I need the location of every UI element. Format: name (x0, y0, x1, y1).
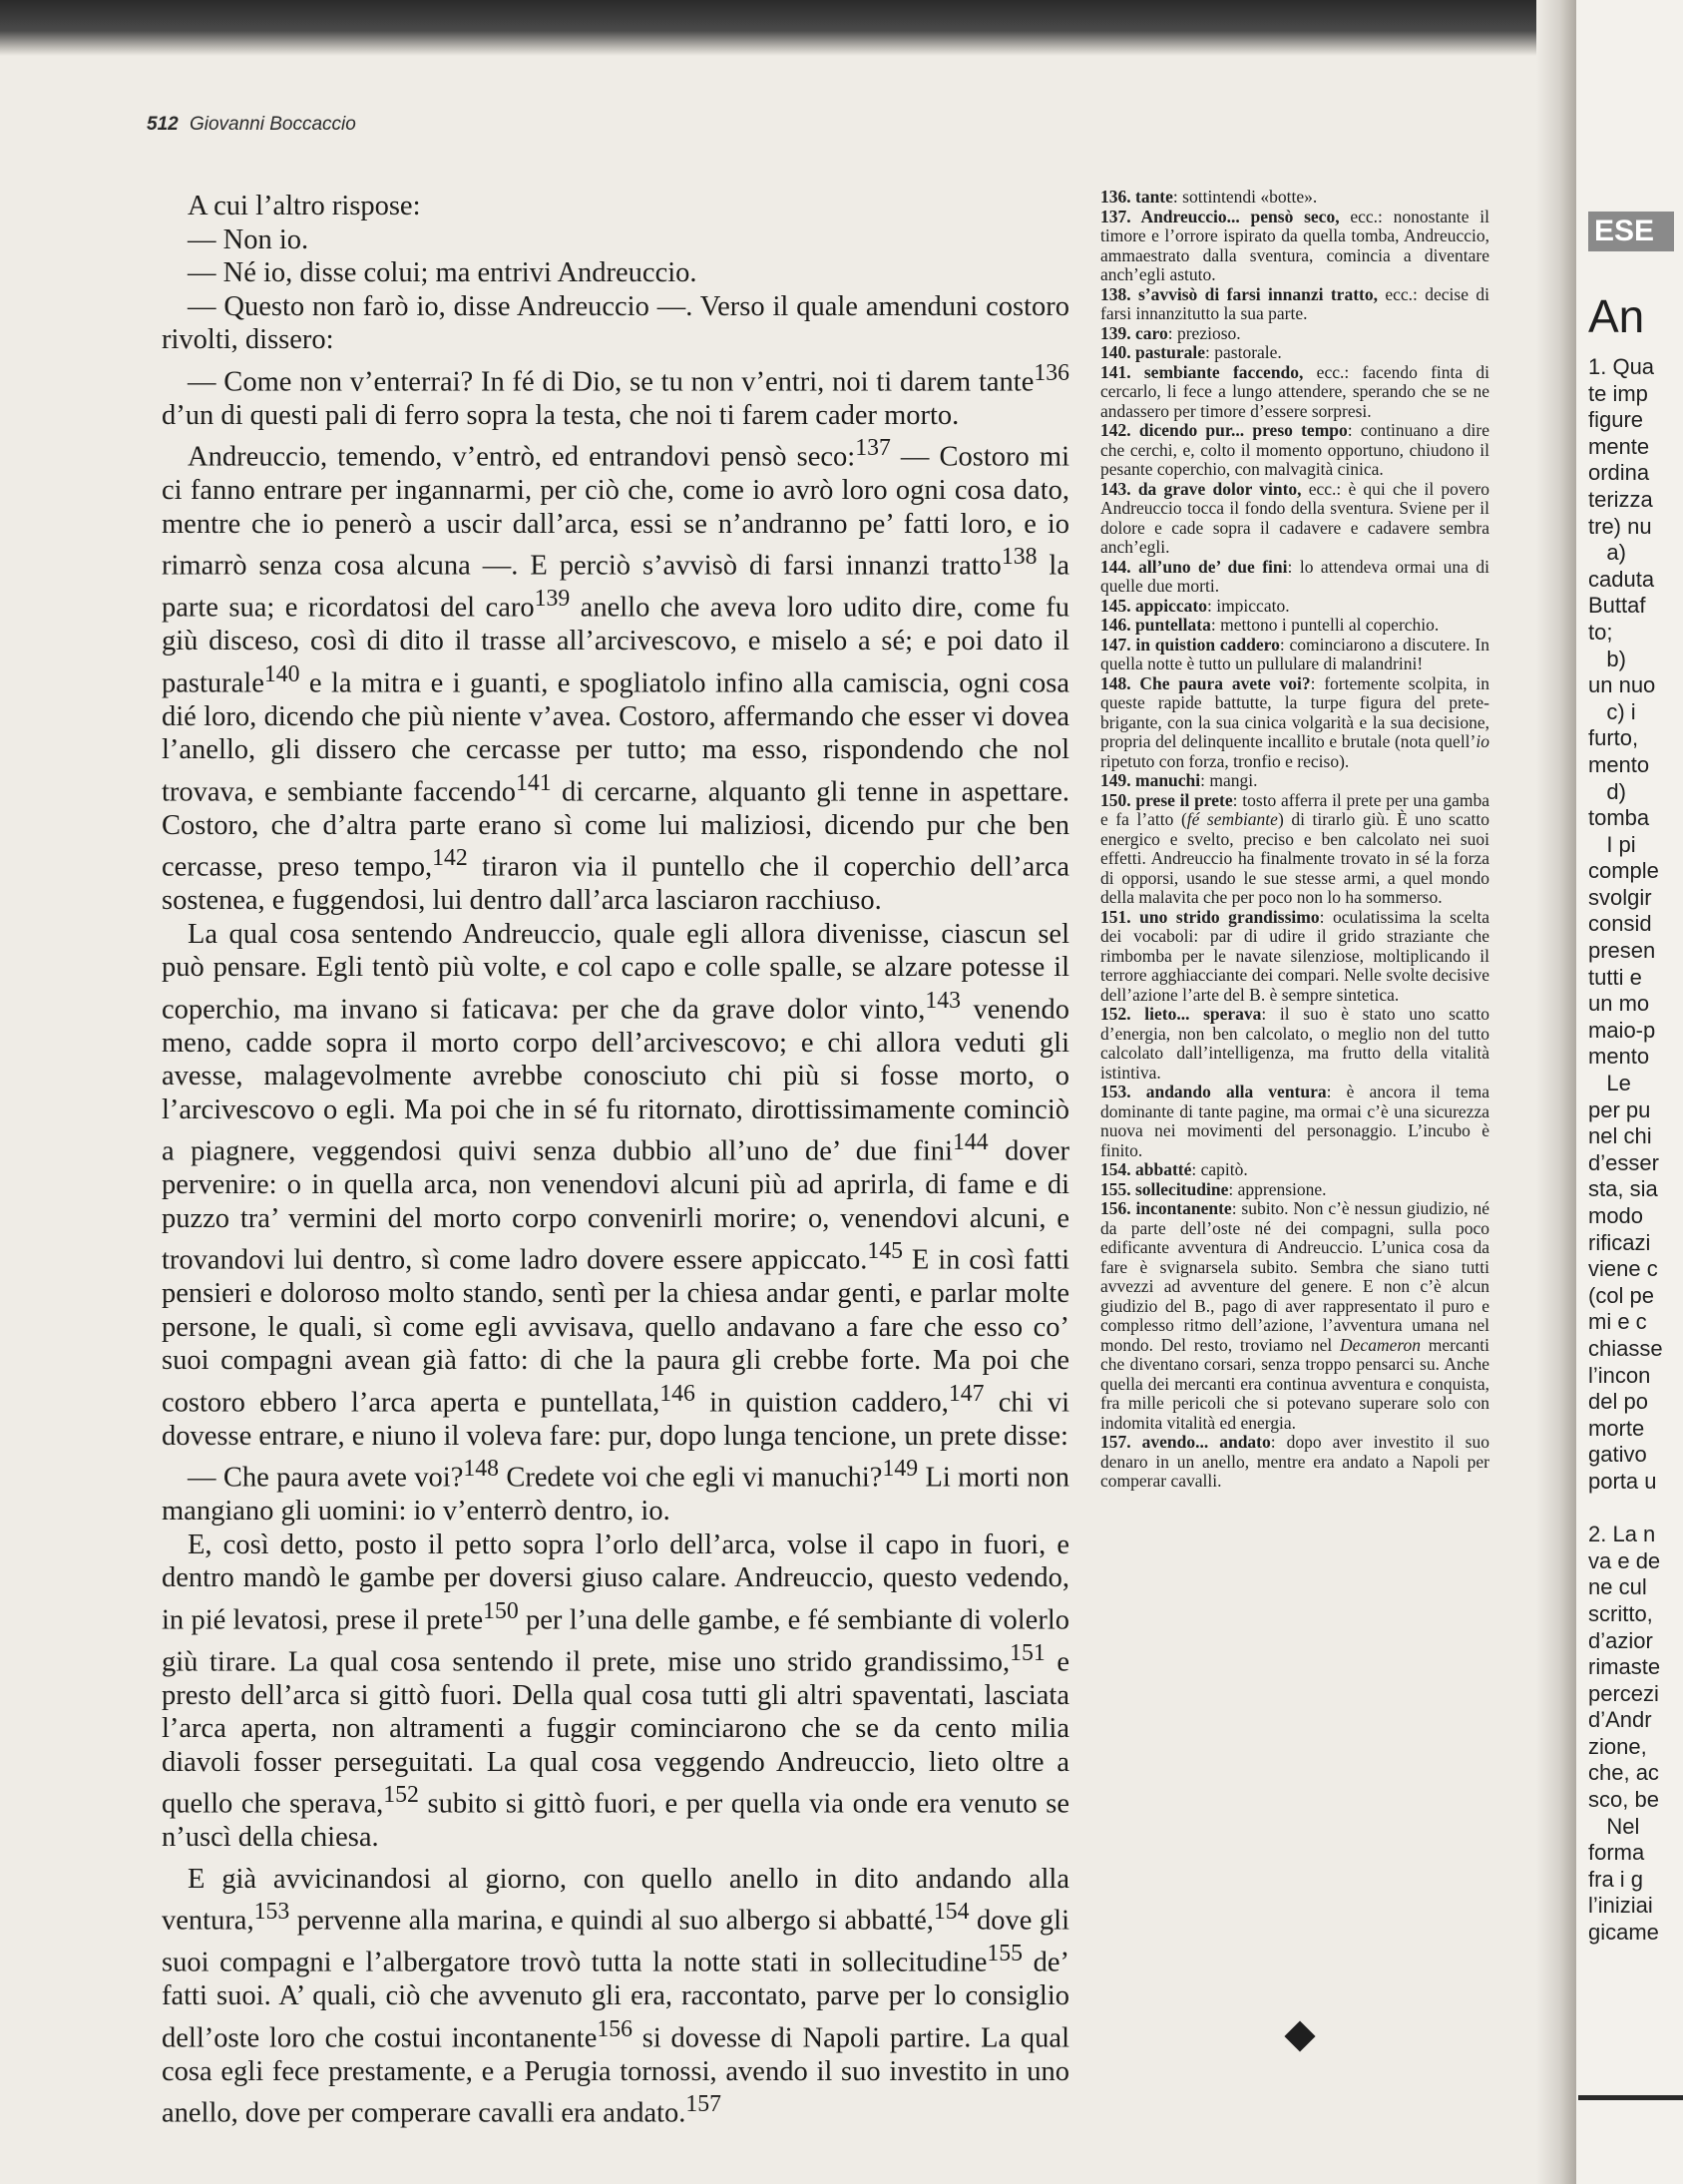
footnote: 150. prese il prete: tosto afferra il prete per una gamba e fa l’atto (fé sembiante) di tirarlo giù. È uno scatto energico e svelto, preciso e ben calcolato nei suoi effetti. Andreuccio ha finalmente trovato in sé la forza di opporsi, usando le sue stesse armi, a quel mondo della malavita che per poco non lo ha sommerso. (1100, 789, 1489, 907)
facing-page-line: tomba (1588, 805, 1650, 831)
footnote-number: 151. (1100, 906, 1140, 927)
footnote-number: 136. (1100, 187, 1135, 207)
footnote-term: s’avvisò di farsi innanzi tratto, (1138, 283, 1378, 304)
footnote-body: ecc.: è qui che il povero Andreuccio tocca il fondo della sventura. Sviene per il dolore e cade sopra il cadavere e cadavere sembra anch’egli. (1100, 478, 1489, 557)
footnote-body: dopo aver investito il suo denaro in un anello, mentre era andato a Napoli per comperar cavalli. (1100, 1432, 1489, 1491)
facing-page-line: (col pe (1588, 1282, 1655, 1308)
facing-page-line: tre) nu (1588, 513, 1652, 539)
facing-page-line: comple (1588, 858, 1659, 884)
footnote: 145. appiccato: impiccato. (1100, 595, 1290, 616)
facing-page-line: forma (1588, 1840, 1645, 1866)
footnote-term: prese il prete (1135, 789, 1233, 810)
footnote: 155. sollecitudine: apprensione. (1100, 1178, 1327, 1199)
facing-page-line: mento (1588, 751, 1650, 777)
footnote-term: incontanente (1135, 1198, 1232, 1218)
main-paragraph: — Né io, disse colui; ma entrivi Andreuccio. (188, 257, 697, 288)
facing-page-line (1588, 1496, 1663, 1523)
footnote: 148. Che paura avete voi?: fortemente scolpita, in queste rapide battutte, la turpe figura del prete-brigante, con la sua cinica volgarità e la sua decisione, propria del delinquente incallito e brutale (nota quell’io ripetuto con forza, tronfio e reciso). (1100, 672, 1489, 771)
footnote-number: 142. (1100, 420, 1139, 440)
facing-page-line: furto, (1588, 725, 1639, 751)
facing-page-line: maio-p (1588, 1017, 1656, 1043)
facing-page-line: morte (1588, 1415, 1645, 1441)
footnote-term: Andreuccio... pensò seco, (1140, 206, 1340, 226)
facing-page-line: Nel (1588, 1813, 1640, 1839)
facing-page-line: d’esser (1588, 1149, 1659, 1175)
book-spine-shadow (1536, 0, 1578, 2184)
main-paragraph: — Che paura avete voi?$^{148}$ Credete voi che egli vi manuchi?$^{149}$ Li morti non mangiano gli uomini: io v’enterrò dentro, io. (162, 1456, 1069, 1527)
facing-page-line: va e de (1588, 1547, 1661, 1573)
footnote-number: 141. (1100, 361, 1144, 382)
footnote: 156. incontanente: subito. Non c’è nessun giudizio, né da parte dell’oste né dei compagni, sulla poco edificante avventura di Andreuccio. L’unica cosa da fare è svignarsela subito. Sembra che siano tutti avvezzi ad avventure del genere. E non c’è alcun giudizio del B., pago di aver rappresentato il puro e complesso ritmo dell’azione, l’avventura umana nel mondo. Del resto, troviamo nel Decameron mercanti che diventano corsari, senza troppo pensarci su. Anche quella dei mercanti era continua avventura e conquista, fra mille pericoli che si potevano superare solo con indomita vitalità ed energia. (1100, 1198, 1490, 1433)
footnote (1100, 285, 1489, 324)
facing-page-line: ne cul (1588, 1574, 1647, 1600)
footnote-body: sottintendi «botte». (1182, 187, 1318, 207)
main-paragraph: La qual cosa sentendo Andreuccio, quale egli allora divenisse, ciascun sel può pensare. Egli tentò più volte, e col capo e colle spalle, se alzare potesse il coperchio, ma invano si faticava: per che da grave dolor vinto,$^{143}$ venendo meno, cadde sopra il morto corpo dell’arcivescovo; e chi allora veduti gli avesse, malagevolmente avrebbe conosciuto chi più si fosse morto, o l’arcivescovo o egli. Ma poi che in sé fu ritornato, dirottissimamente cominciò a piagnere, veggendosi quivi senza dubbio all’uno de’ due fini$^{144}$ dover pervenire: o in quella arca, non venendovi alcuni più ad aprirla, di fame e di puzzo tra’ vermini del morto corpo convenirli morire; o, venendovi alcuni, e trovandovi lui dentro, sì come ladro dovere essere appiccato.$^{145}$ E in così fatti pensieri e doloroso molto stando, sentì per la chiesa andar genti, e parlar molte persone, le quali, sì come egli avvisava, quello andavano a fare che esso co’ suoi compagni avean già fatto: di che la paura gli crebbe forte. Ma poi che costoro ebbero l’arca aperta e puntellata,$^{146}$ in quistion caddero,$^{147}$ chi vi dovesse entrare, e niuno il voleva fare: pur, dopo lunga tencione, un prete disse: (162, 918, 1070, 1452)
scan-top-shadow (0, 0, 1683, 56)
footnote-body: pastorale. (1214, 342, 1282, 362)
footnote-term: uno strido grandissimo (1139, 906, 1320, 927)
facing-page-line: a) (1588, 540, 1626, 566)
facing-page-line: b) (1588, 646, 1626, 671)
facing-page-line: svolgir (1588, 884, 1652, 910)
footnotes-column (1100, 188, 1489, 1492)
footnote: 153. andando alla ventura: è ancora il tema dominante di tante pagine, ma ormai c’è una sicurezza nuova nei movimenti del personaggio. L’incubo è finito. (1100, 1082, 1489, 1160)
main-paragraph: — Come non v’enterrai? In fé di Dio, se tu non v’entri, noi ti darem tante$^{136}$ d’un di questi pali di ferro sopra la testa, che noi ti farem cader morto. (162, 359, 1069, 431)
exercise-badge: ESE (1588, 212, 1674, 251)
facing-page-line: mente (1588, 433, 1650, 459)
facing-page-line: presen (1588, 938, 1656, 964)
footnote: 154. abbatté: capitò. (1100, 1159, 1248, 1179)
main-text-column (162, 190, 1069, 2130)
footnote-number: 146. (1100, 615, 1135, 635)
facing-page-line: un nuo (1588, 672, 1656, 698)
main-paragraph: A cui l’altro rispose: (188, 191, 421, 221)
footnote-term: sembiante faccendo, (1143, 361, 1304, 382)
facing-page-line: rificazi (1588, 1229, 1651, 1255)
facing-page-line: caduta (1588, 566, 1655, 592)
facing-page-line: sco, be (1588, 1787, 1659, 1813)
footnote: 140. pasturale: pastorale. (1100, 342, 1282, 362)
facing-page-line: c) i (1588, 698, 1636, 724)
footnote-term: pasturale (1135, 342, 1205, 362)
footnote-term: Che paura avete voi? (1139, 672, 1311, 693)
footnote-body: è ancora il tema dominante di tante pagine, ma ormai c’è una sicurezza nuova nei movimenti del personaggio. L’incubo è finito. (1100, 1082, 1489, 1160)
facing-page-line: te imp (1588, 380, 1648, 406)
facing-page-line: zione, (1588, 1733, 1647, 1759)
footnote: 149. manuchi: mangi. (1100, 770, 1258, 790)
footnote-term: avendo... andato (1141, 1432, 1271, 1452)
footnote-term: puntellata (1135, 615, 1211, 635)
page-number: 512 (147, 114, 179, 135)
facing-page-line: viene c (1588, 1256, 1658, 1282)
facing-page-edge (1576, 0, 1683, 2184)
end-diamond-ornament (1284, 2020, 1315, 2051)
footnote-body: prezioso. (1176, 322, 1241, 343)
footnote-number: 157. (1100, 1432, 1142, 1452)
facing-page-line: l’incon (1588, 1362, 1651, 1388)
running-header (147, 114, 356, 136)
footnote-term: caro (1135, 322, 1168, 343)
footnote-body: ecc.: facendo finta di cercarlo, li fece a lungo attendere, sperando che se ne andassero per timore d’essere sorpresi. (1100, 361, 1489, 421)
facing-page-line: scritto, (1588, 1600, 1653, 1626)
facing-page-line: d’azior (1588, 1627, 1653, 1653)
footnote-number: 150. (1100, 789, 1136, 810)
footnote-term: appiccato (1135, 595, 1207, 616)
main-paragraph: — Non io. (188, 223, 309, 255)
footnote-number: 143. (1100, 478, 1138, 499)
running-author: Giovanni Boccaccio (189, 114, 356, 135)
footnote: 152. lieto... sperava: il suo è stato uno scatto d’energia, non ben calcolato, o meglio non del tutto calcolato dall’intelligenza, ma frutto della vitalità istintiva. (1100, 1004, 1489, 1083)
footnote (1100, 480, 1489, 558)
footnote-body: subito. Non c’è nessun giudizio, né da parte dell’oste né dei compagni, sulla poco edificante avventura di Andreuccio. L’unica cosa da fare è svignarsela subito. Sembra che siano tutti avvezzi ad avventure del genere. E non c’è alcun giudizio del B., pago di aver rappresentato il puro e complesso ritmo dell’azione, l’avventura umana nel mondo. Del resto, troviamo nel Decameron mercanti che diventano corsari, senza troppo pensarci su. Anche quella dei mercanti era continua avventura e conquista, fra mille pericoli che si potevano superare solo con indomita vitalità ed energia. (1100, 1198, 1490, 1433)
facing-page-line: l’iniziai (1588, 1893, 1653, 1919)
facing-page-line: fra i g (1588, 1866, 1644, 1892)
footnote-number: 152. (1100, 1004, 1145, 1024)
footnote-number: 155. (1100, 1178, 1135, 1199)
footnote-term: sollecitudine (1135, 1178, 1229, 1199)
footnote-body: oculatissima la scelta dei vocaboli: par di udire il grido straziante che rimbomba per le navate silenziose, moltiplicando il terrore agghiacciante dei compari. Nelle svolte decisive dell’azione l’arte del B. è sempre sintetica. (1100, 906, 1490, 1005)
footnote-number: 148. (1100, 672, 1140, 693)
facing-page-line: gativo (1588, 1442, 1647, 1468)
facing-page-line: gicame (1588, 1920, 1659, 1946)
footnote-body: fortemente scolpita, in queste rapide battutte, la turpe figura del prete-brigante, con la sua cinica volgarità e la sua decisione, propria del delinquente incallito e brutale (nota quell’io ripetuto con forza, tronfio e reciso). (1100, 672, 1489, 771)
footnote-body: cominciarono a discutere. In quella notte è tutto un pullulare di malandrini! (1100, 634, 1489, 673)
facing-page-rule (1578, 2095, 1683, 2100)
footnote (1100, 363, 1489, 422)
facing-page-line: Buttaf (1588, 593, 1646, 619)
facing-page-line: sta, sia (1588, 1176, 1658, 1202)
footnote: 136. tante: sottintendi «botte». (1100, 187, 1318, 207)
main-paragraph: Andreuccio, temendo, v’entrò, ed entrandovi pensò seco:$^{137}$ — Costoro mi ci fanno entrare per ingannarmi, per ciò che, come io avrò loro ogni cosa dato, mentre che io penerò a uscir dall’arca, essi se n’andranno pe’ fatti loro, e io rimarrò senza cosa alcuna —. E perciò s’avvisò di farsi innanzi tratto$^{138}$ la parte sua; e ricordatosi del caro$^{139}$ anello che aveva loro udito dire, come fu giù disceso, così di dito il trasse all’arcivescovo, e miselo a sé; e poi dato il pasturale$^{140}$ e la mitra e i guanti, e spogliatolo infino alla camiscia, ogni cosa dié loro, dicendo che più niente v’avea. Costoro, affermando che esser vi dovea l’anello, gli dissero che cercasse per tutto; ma esso, rispondendo che nol trovava, e sembiante faccendo$^{141}$ di cercarne, alquanto gli tenne in aspettare. Costoro, che d’altra parte erano sì come lui maliziosi, dicendo pur che ben cercasse, preso tempo,$^{142}$ tiraron via il puntello che il coperchio dell’arca sostenea, e fuggendosi, lui dentro dall’arca lasciaron racchiuso. (162, 435, 1070, 916)
facing-page-line: terizza (1588, 486, 1653, 512)
footnote-number: 156. (1100, 1198, 1136, 1218)
facing-page-line: per pu (1588, 1096, 1651, 1122)
facing-page-line: mi e c (1588, 1309, 1647, 1335)
facing-page-line: che, ac (1588, 1760, 1659, 1786)
footnote-term: da grave dolor vinto, (1137, 478, 1302, 499)
main-paragraph: E, così detto, posto il petto sopra l’orlo dell’arca, volse il capo in fuori, e dentro mandò le gambe per doversi giuso calare. Andreuccio, questo vedendo, in pié levatosi, prese il prete$^{150}$ per l’una delle gambe, e fé sembiante di volerlo giù tirare. La qual cosa sentendo il prete, mise uno strido grandissimo,$^{151}$ e presto dell’arca si gittò fuori. Della qual cosa tutti gli altri spaventati, lasciata l’arca aperta, non altramenti a fuggir cominciarono che se da cento milia diavoli fosser perseguitati. La qual cosa veggendo Andreuccio, lieto oltre a quello che sperava,$^{152}$ subito si gittò fuori, e per quella via onde era venuto se n’uscì della chiesa. (162, 1529, 1069, 1853)
footnote-body: capitò. (1200, 1159, 1248, 1179)
footnote: 151. uno strido grandissimo: oculatissima la scelta dei vocaboli: par di udire il grido straziante che rimbomba per le navate silenziose, moltiplicando il terrore agghiacciante dei compari. Nelle svolte decisive dell’azione l’arte del B. è sempre sintetica. (1100, 906, 1490, 1005)
footnote: 142. dicendo pur... preso tempo: continuano a dire che cerchi, e, colto il momento opportuno, chiudono il pesante coperchio, con malvagità cinica. (1100, 420, 1489, 479)
footnote-term: in quistion caddero (1135, 634, 1280, 655)
footnote-body: mettono i puntelli al coperchio. (1220, 615, 1440, 635)
facing-page-line: figure (1588, 407, 1644, 433)
footnote-body: lo attendeva ormai una di quelle due morti. (1100, 556, 1489, 596)
facing-page-line: rimaste (1588, 1654, 1661, 1680)
footnote-term: manuchi (1135, 770, 1201, 790)
main-paragraph: E già avvicinandosi al giorno, con quello anello in dito andando alla ventura,$^{153}$ pervenne alla marina, e quindi al suo albergo si abbatté,$^{154}$ dove gli suoi compagni e l’albergatore trovò tutta la notte stati in sollecitudine$^{155}$ de’ fatti suoi. A’ quali, ciò che avvenuto gli era, raccontato, parve per lo consiglio dell’oste loro che costui incontanente$^{156}$ si dovesse di Napoli partire. La qual cosa egli fece prestamente, e a Perugia tornossi, avendo il suo investito in uno anello, dove per comperare cavalli era andato.$^{157}$ (162, 1863, 1069, 2129)
footnote-body: tosto afferra il prete per una gamba e fa l’atto (fé sembiante) di tirarlo giù. È uno scatto energico e svelto, preciso e ben calcolato nei suoi effetti. Andreuccio ha finalmente trovato in sé la forza di opporsi, usando le sue stesse armi, a quel mondo della malavita che per poco non lo ha sommerso. (1100, 789, 1489, 907)
footnote-body: ecc.: nonostante il timore e l’orrore ispirato da quella tomba, Andreuccio, ammaestrato dalla sventura, comincia a diventare anch’egli astuto. (1100, 206, 1489, 284)
footnote-term: all’uno de’ due fini (1138, 556, 1288, 577)
main-paragraph: — Questo non farò io, disse Andreuccio —. Verso il quale amenduni costoro rivolti, dissero: (162, 290, 1069, 355)
footnote-number: 153. (1100, 1082, 1146, 1101)
facing-page-line: percezi (1588, 1680, 1659, 1706)
footnote-body: impiccato. (1216, 595, 1290, 616)
facing-page-line: consid (1588, 911, 1652, 937)
facing-page-line: un mo (1588, 991, 1650, 1017)
footnote-body: il suo è stato uno scatto d’energia, non ben calcolato, o meglio non del tutto calcolato dall’intelligenza, ma frutto della vitalità istintiva. (1100, 1004, 1489, 1083)
footnote-term: lieto... sperava (1144, 1004, 1262, 1024)
footnote-number: 138. (1100, 283, 1138, 304)
footnote-term: andando alla ventura (1145, 1082, 1327, 1101)
facing-page-title: An (1588, 290, 1645, 342)
facing-page-line: to; (1588, 619, 1613, 645)
facing-page-line: 2. La n (1588, 1522, 1656, 1547)
footnote: 139. caro: prezioso. (1100, 322, 1241, 343)
footnote: 147. in quistion caddero: cominciarono a discutere. In quella notte è tutto un pullulare di malandrini! (1100, 634, 1489, 673)
footnote-body: mangi. (1209, 770, 1258, 790)
facing-page-line: nel chi (1588, 1123, 1652, 1149)
facing-page-line: chiasse (1588, 1335, 1663, 1361)
footnote: 157. avendo... andato: dopo aver investito il suo denaro in un anello, mentre era andato a Napoli per comperar cavalli. (1100, 1432, 1489, 1491)
footnote-number: 140. (1100, 342, 1135, 362)
facing-page-line: porta u (1588, 1468, 1657, 1494)
footnote-number: 137. (1100, 206, 1141, 226)
footnote: 144. all’uno de’ due fini: lo attendeva ormai una di quelle due morti. (1100, 556, 1489, 596)
footnote-number: 145. (1100, 595, 1135, 616)
facing-page-line: del po (1588, 1389, 1648, 1415)
footnote-number: 154. (1100, 1159, 1135, 1179)
footnote (1100, 208, 1489, 285)
facing-page-line: Le (1588, 1071, 1631, 1096)
facing-page-line: ordina (1588, 460, 1650, 486)
facing-page-line: modo (1588, 1203, 1644, 1228)
footnote-term: abbatté (1135, 1159, 1192, 1179)
facing-page-line: I pi (1588, 831, 1636, 857)
footnote-term: tante (1135, 187, 1173, 207)
footnote-number: 147. (1100, 634, 1136, 655)
footnote-number: 139. (1100, 322, 1135, 343)
facing-page-text (1588, 354, 1663, 1947)
facing-page-line: mento (1588, 1044, 1650, 1070)
facing-page-line: 1. Qua (1588, 354, 1655, 379)
footnote: 146. puntellata: mettono i puntelli al coperchio. (1100, 615, 1440, 635)
facing-page-line: d) (1588, 778, 1626, 804)
footnote-term: dicendo pur... preso tempo (1138, 420, 1348, 440)
facing-page-line: tutti e (1588, 964, 1642, 990)
facing-page-line: d’Andr (1588, 1707, 1652, 1733)
footnote-body: ecc.: decise di farsi innanzitutto la sua parte. (1100, 283, 1489, 323)
footnote-number: 149. (1100, 770, 1135, 790)
footnote-body: apprensione. (1237, 1178, 1327, 1199)
footnote-number: 144. (1100, 556, 1139, 577)
footnote-body: continuano a dire che cerchi, e, colto il momento opportuno, chiudono il pesante coperchio, con malvagità cinica. (1100, 420, 1489, 479)
